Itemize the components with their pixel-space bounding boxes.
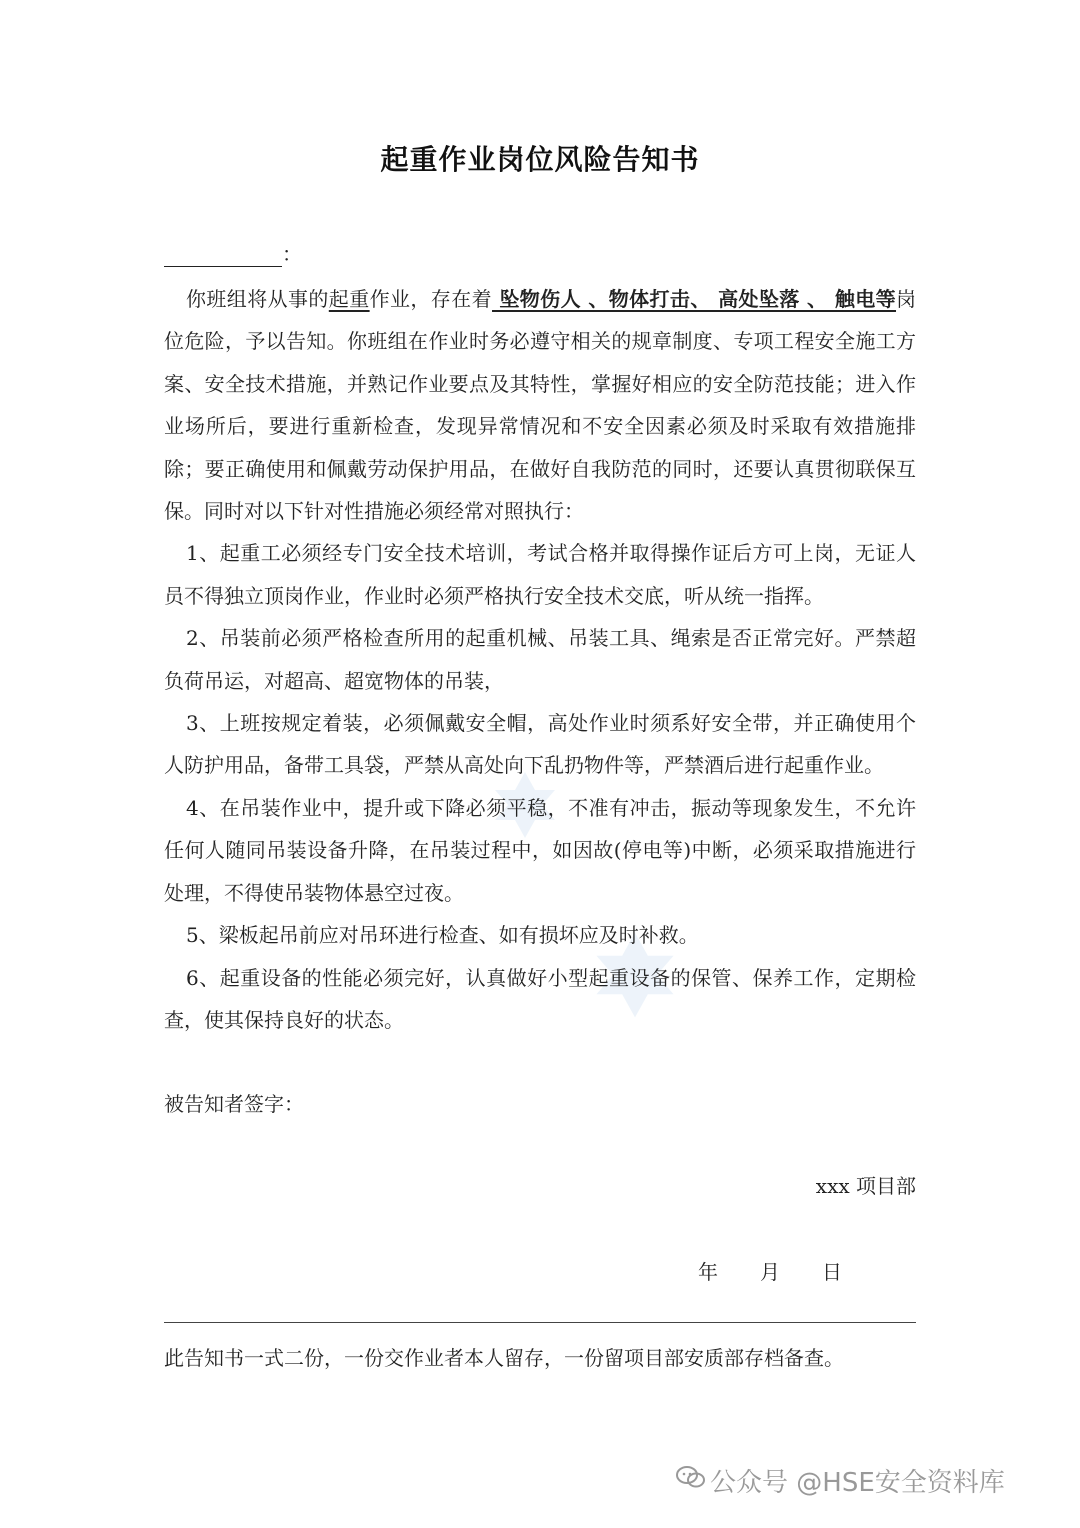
date-day: 日 [822, 1260, 842, 1284]
date-year: 年 [698, 1260, 718, 1284]
measure-item-3: 3、上班按规定着装，必须佩戴安全帽，高处作业时须系好安全带，并正确使用个人防护用品，备带工具袋，严禁从高处向下乱扔物件等，严禁酒后进行起重作业。 [164, 711, 916, 778]
work-type: 起重 [328, 287, 370, 311]
document-title: 起重作业岗位风险告知书 [380, 143, 700, 176]
intro-text-1: 你班组将从事的 [186, 287, 329, 311]
footer-note: 此告知书一式二份，一份交作业者本人留存，一份留项目部安质部存档备查。 [164, 1346, 844, 1370]
measure-item-5: 5、梁板起吊前应对吊环进行检查、如有损坏应及时补救。 [186, 923, 699, 948]
watermark-text: 公众号 @HSE安全资料库 [710, 1468, 1005, 1498]
signature-label: 被告知者签字： [164, 1092, 304, 1116]
footer-divider [164, 1322, 916, 1323]
intro-paragraph [164, 278, 916, 532]
department-name: xxx 项目部 [815, 1174, 916, 1198]
intro-text-3: 岗位危险，予以告知。你班组在作业时务必遵守相关的规章制度、专项工程安全施工方案、安全技术措施，并熟记作业要点及其特性，掌握好相应的安全防范技能；进入作业场所后，要进行重新检查，发现异常情况和不安全因素必须及时采取有效措施排除；要正确使用和佩戴劳动保护用品，在做好自我防范的同时，还要认真贯彻联保互保。同时对以下针对性措施必须经常对照执行： [164, 287, 917, 524]
date-month: 月 [760, 1260, 780, 1284]
measure-item-2: 2、吊装前必须严格检查所用的起重机械、吊装工具、绳索是否正常完好。严禁超负荷吊运，对超高、超宽物体的吊装， [164, 626, 916, 693]
document-body [164, 278, 916, 1041]
measure-item-6: 6、起重设备的性能必须完好，认真做好小型起重设备的保管、保养工作，定期检查，使其保持良好的状态。 [164, 965, 916, 1032]
wechat-icon [676, 1466, 706, 1488]
hazard-list: 坠物伤人 、物体打击、 高处坠落 、 触电等 [492, 287, 897, 311]
date-line [698, 1256, 842, 1285]
intro-text-2: 作业，存在着 [369, 287, 493, 311]
measure-item-4: 4、在吊装作业中，提升或下降必须平稳，不准有冲击，振动等现象发生，不允许任何人随同吊装设备升降，在吊装过程中，如因故(停电等)中断，必须采取措施进行处理，不得使吊装物体悬空过夜。 [164, 795, 916, 905]
addressee-blank [164, 242, 282, 267]
measure-item-1: 1、起重工必须经专门安全技术培训，考试合格并取得操作证后方可上岗，无证人员不得独立顶岗作业，作业时必须严格执行安全技术交底，听从统一指挥。 [164, 541, 916, 608]
addressee-colon: ： [282, 242, 302, 266]
addressee-line [164, 238, 302, 267]
